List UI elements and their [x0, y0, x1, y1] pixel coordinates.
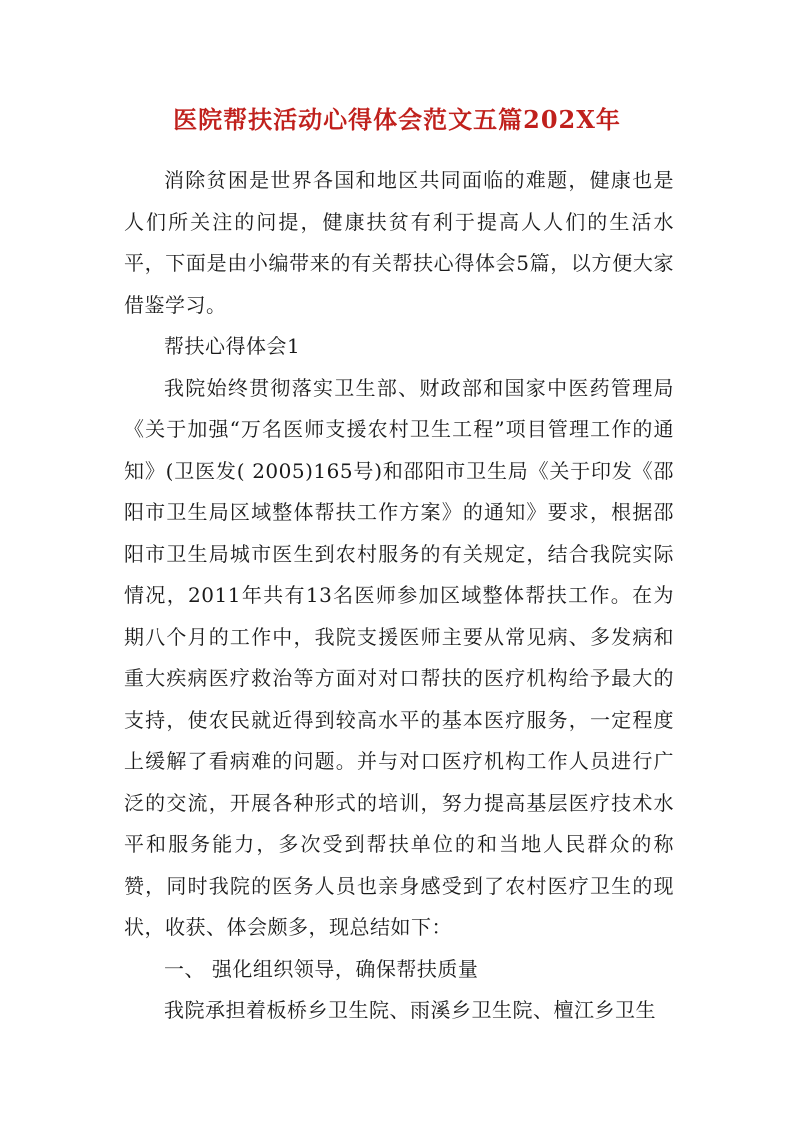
body-paragraph: 我院始终贯彻落实卫生部、财政部和国家中医药管理局《关于加强“万名医师支援农村卫生工程”项目管理工作的通知》(卫医发( 2005)165号)和邵阳市卫生局《关于印发《邵阳市卫生局区域整体帮扶工作方案》的通知》要求，根据邵阳市卫生局城市医生到农村服务的有关规定，结合我院实际情况，2011年共有13名医师参加区域整体帮扶工作。在为期八个月的工作中，我院支援医师主要从常见病、多发病和重大疾病医疗救治等方面对对口帮扶的医疗机构给予最大的支持，使农民就近得到较高水平的基本医疗服务，一定程度上缓解了看病难的问题。并与对口医疗机构工作人员进行广泛的交流，开展各种形式的培训，努力提高基层医疗技术水平和服务能力，多次受到帮扶单位的和当地人民群众的称赞，同时我院的医务人员也亲身感受到了农村医疗卫生的现状，收获、体会颇多，现总结如下： [124, 375, 674, 939]
subheading: 一、 强化组织领导，确保帮扶质量 [164, 956, 479, 981]
section-title: 帮扶心得体会1 [164, 334, 301, 358]
document-title: 医院帮扶活动心得体会范文五篇202X年 [173, 105, 621, 134]
document-body [124, 160, 674, 1032]
body-paragraph-continued: 我院承担着板桥乡卫生院、雨溪乡卫生院、檀江乡卫生 [164, 998, 656, 1022]
intro-paragraph: 消除贫困是世界各国和地区共同面临的难题，健康也是人们所关注的问提，健康扶贫有利于提高人人们的生活水平，下面是由小编带来的有关帮扶心得体会5篇，以方便大家借鉴学习。 [124, 168, 674, 317]
